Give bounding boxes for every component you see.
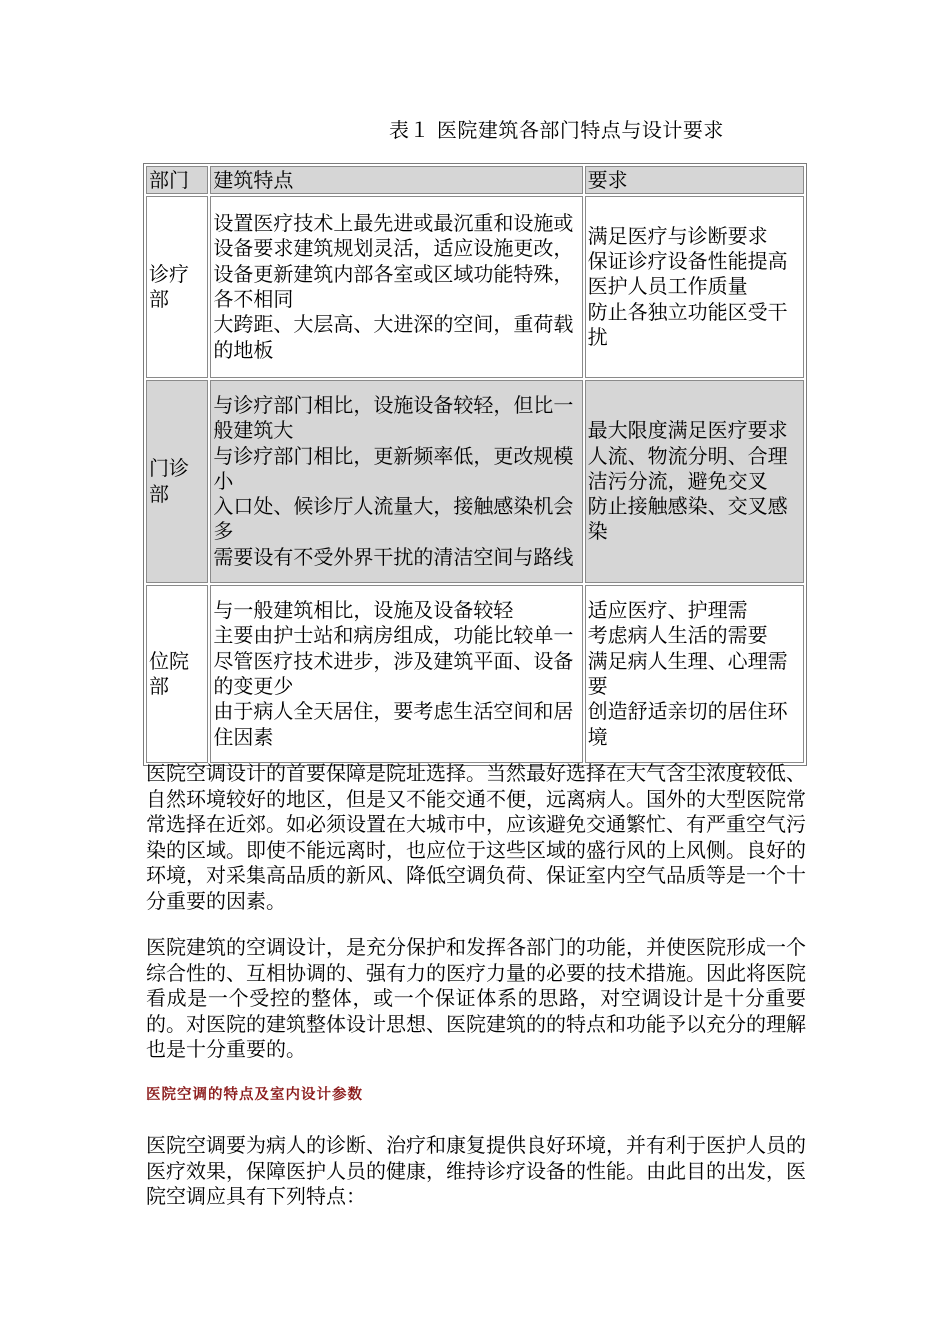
table-row (146, 380, 804, 583)
features-cell (210, 380, 582, 583)
requirements-cell (585, 196, 804, 378)
header-dept: 部门 (146, 166, 208, 194)
header-requirements: 要求 (585, 166, 804, 194)
header-features: 建筑特点 (210, 166, 582, 194)
body-paragraph: 医院空调要为病人的诊断、治疗和康复提供良好环境，并有利于医护人员的医疗效果，保障医护人员的健康，维持诊疗设备的性能。由此目的出发，医院空调应具有下列特点： (146, 1133, 806, 1208)
features-cell (210, 196, 582, 378)
requirement-line: 防止接触感染、交叉感染 (587, 494, 788, 544)
body-paragraph: 医院建筑的空调设计，是充分保护和发挥各部门的功能，并使医院形成一个综合性的、互相协调的、强有力的医疗力量的必要的技术措施。因此将医院看成是一个受控的整体，或一个保证体系的思路，对空调设计是十分重要的。对医院的建筑整体设计思想、医院建筑的的特点和功能予以充分的理解也是十分重要的。 (146, 935, 806, 1061)
dept-cell: 位院部 (146, 585, 208, 763)
feature-line: 大跨距、大层高、大进深的空间，重荷载的地板 (213, 312, 574, 362)
feature-line: 入口处、候诊厅人流量大，接触感染机会多 (213, 494, 574, 544)
requirement-line: 考虑病人生活的需要 (587, 623, 768, 648)
feature-line: 与诊疗部门相比，更新频率低，更改规模小 (213, 443, 574, 493)
requirement-line: 创造舒适亲切的居住环境 (587, 699, 788, 749)
feature-line: 与诊疗部门相比，设施设备较轻，但比一般建筑大 (213, 392, 574, 443)
table-row (146, 196, 804, 378)
requirement-line: 洁污分流，避免交叉 (587, 468, 768, 493)
feature-line: 设置医疗技术上最先进或最沉重和设施或设备要求建筑规划灵活，适应设施更改，设备更新建筑内部各室或区域功能特殊，各不相同 (213, 211, 574, 311)
feature-line: 由于病人全天居住，要考虑生活空间和居住因素 (213, 699, 574, 749)
requirement-line: 适应医疗、护理需 (587, 598, 748, 623)
features-cell (210, 585, 582, 763)
table-row (146, 585, 804, 763)
requirement-line: 最大限度满足医疗要求 (587, 418, 788, 443)
feature-line: 主要由护士站和病房组成，功能比较单一 (213, 623, 574, 648)
requirement-line: 防止各独立功能区受干扰 (587, 299, 788, 349)
feature-line: 与一般建筑相比，设施及设备较轻 (213, 598, 514, 623)
section-heading: 医院空调的特点及室内设计参数 (146, 1086, 363, 1103)
dept-cell: 门诊部 (146, 380, 208, 583)
table-header-row (146, 166, 804, 194)
requirement-line: 保证诊疗设备性能提高医护人员工作质量 (587, 249, 788, 299)
feature-line: 需要设有不受外界干扰的清洁空间与路线 (213, 544, 574, 569)
feature-line: 尽管医疗技术进步，涉及建筑平面、设备的变更少 (213, 648, 574, 698)
requirements-cell (585, 380, 804, 583)
body-paragraph: 医院空调设计的首要保障是院址选择。当然最好选择在大气含尘浓度较低、自然环境较好的地区，但是又不能交通不便，远离病人。国外的大型医院常常选择在近郊。如必须设置在大城市中，应该避免交通繁忙、有严重空气污染的区域。即使不能远离时，也应位于这些区域的盛行风的上风侧。良好的环境，对采集高品质的新风、降低空调负荷、保证室内空气品质等是一个十分重要的因素。 (146, 761, 806, 913)
requirement-line: 满足病人生理、心理需要 (587, 648, 788, 698)
table-caption: 表１ 医院建筑各部门特点与设计要求 (389, 118, 724, 142)
requirements-cell (585, 585, 804, 763)
requirement-line: 满足医疗与诊断要求 (587, 223, 768, 248)
requirement-line: 人流、物流分明、合理 (587, 443, 788, 468)
dept-cell: 诊疗部 (146, 196, 208, 378)
department-table (143, 163, 807, 766)
